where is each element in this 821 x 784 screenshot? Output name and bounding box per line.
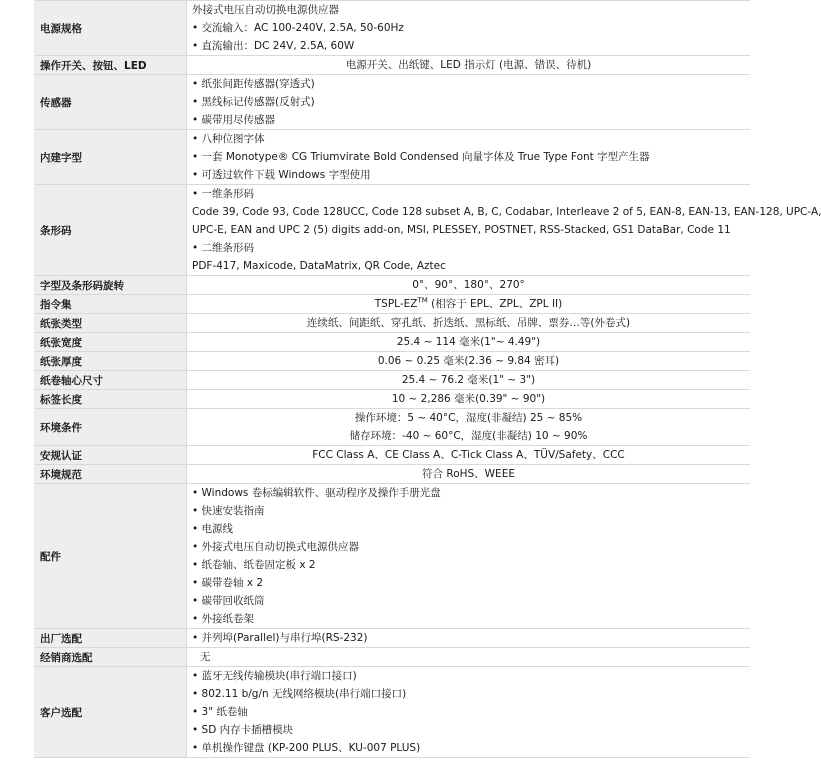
spec-line: FCC Class A、CE Class A、C-Tick Class A、TÜV/Safety、CCC (312, 449, 625, 461)
spec-label: 内建字型 (34, 130, 187, 185)
spec-row-factory-options (34, 629, 750, 648)
spec-line: 连续纸、间距纸、穿孔纸、折迭纸、黑标纸、吊牌、票券…等(外卷式) (306, 317, 631, 329)
spec-line: 电源开关、出纸键、LED 指示灯 (电源、错误、待机) (345, 59, 592, 71)
spec-label: 安规认证 (34, 446, 187, 465)
spec-table (34, 0, 821, 758)
spec-line: • 并列埠(Parallel)与串行埠(RS-232) (192, 629, 750, 647)
spec-value (187, 295, 751, 314)
spec-value (187, 629, 751, 648)
spec-label: 环境规范 (34, 465, 187, 484)
spec-line: 储存环境：-40 ~ 60°C，湿度(非凝结) 10 ~ 90% (349, 430, 588, 442)
spec-line: • 电源线 (192, 520, 750, 538)
spec-line (187, 295, 750, 313)
spec-row-media-width (34, 333, 750, 352)
spec-line: • 碳带回收纸筒 (192, 592, 750, 610)
spec-row-media-type (34, 314, 750, 333)
spec-row-environment (34, 409, 750, 446)
spec-line: • 纸张间距传感器(穿透式) (192, 75, 750, 93)
spec-label: 客户选配 (34, 667, 187, 758)
spec-row-rotation (34, 276, 750, 295)
spec-label: 纸张厚度 (34, 352, 187, 371)
command-set-name: TSPL-EZ (374, 298, 418, 310)
spec-value (187, 333, 751, 352)
spec-row-accessories (34, 484, 750, 629)
spec-row-customer-options (34, 667, 750, 758)
spec-line: 0°、90°、180°、270° (412, 279, 525, 291)
spec-line: 25.4 ~ 76.2 毫米(1" ~ 3") (401, 374, 536, 386)
spec-row-controls (34, 56, 750, 75)
spec-label: 纸张类型 (34, 314, 187, 333)
spec-value (187, 446, 751, 465)
spec-value (187, 648, 751, 667)
spec-value (187, 1, 751, 56)
spec-row-safety (34, 446, 750, 465)
spec-line: • 黑线标记传感器(反射式) (192, 93, 750, 111)
spec-line: • 外接式电压自动切换式电源供应器 (192, 538, 750, 556)
spec-value (187, 465, 751, 484)
spec-line: • 一套 Monotype® CG Triumvirate Bold Condensed 向量字体及 True Type Font 字型产生器 (192, 148, 750, 166)
spec-line: UPC-E, EAN and UPC 2 (5) digits add-on, MSI, PLESSEY, POSTNET, RSS-Stacked, GS1 DataBar, Code 11 (192, 224, 731, 236)
spec-line: 10 ~ 2,286 毫米(0.39" ~ 90") (391, 393, 546, 405)
spec-row-fonts (34, 130, 750, 185)
spec-label: 纸卷轴心尺寸 (34, 371, 187, 390)
spec-line: • 一维条形码 (192, 185, 750, 203)
spec-line: • 交流输入：AC 100-240V, 2.5A, 50-60Hz (192, 19, 750, 37)
spec-value (187, 75, 751, 130)
spec-row-label-length (34, 390, 750, 409)
spec-line: • 可透过软件下载 Windows 字型使用 (192, 166, 750, 184)
spec-value (187, 409, 751, 446)
command-set-compat: (相容于 EPL、ZPL、ZPL II) (427, 298, 563, 310)
spec-line: 外接式电压自动切换电源供应器 (192, 4, 339, 16)
spec-line: • 碳带卷轴 x 2 (192, 574, 750, 592)
spec-label: 标签长度 (34, 390, 187, 409)
spec-value (187, 130, 751, 185)
spec-line: • SD 内存卡插槽模块 (192, 721, 750, 739)
spec-value (187, 371, 751, 390)
spec-label: 环境条件 (34, 409, 187, 446)
spec-line: 操作环境：5 ~ 40°C，湿度(非凝结) 25 ~ 85% (354, 412, 583, 424)
spec-line: • 802.11 b/g/n 无线网络模块(串行端口接口) (192, 685, 750, 703)
spec-line: • 纸卷轴、纸卷固定板 x 2 (192, 556, 750, 574)
spec-line: • 直流输出：DC 24V, 2.5A, 60W (192, 37, 750, 55)
spec-line: 0.06 ~ 0.25 毫米(2.36 ~ 9.84 密耳) (377, 355, 560, 367)
spec-value (187, 56, 751, 75)
spec-line: 无 (200, 651, 211, 663)
spec-label: 字型及条形码旋转 (34, 276, 187, 295)
spec-label: 配件 (34, 484, 187, 629)
spec-line: • 蓝牙无线传输模块(串行端口接口) (192, 667, 750, 685)
spec-line: • 碳带用尽传感器 (192, 111, 750, 129)
trademark-mark: TM (417, 296, 428, 305)
spec-row-command-set (34, 295, 750, 314)
spec-line: • 3" 纸卷轴 (192, 703, 750, 721)
spec-line: • 八种位图字体 (192, 130, 750, 148)
spec-row-compliance (34, 465, 750, 484)
spec-label: 操作开关、按钮、LED (34, 56, 187, 75)
spec-label: 纸张宽度 (34, 333, 187, 352)
spec-value (187, 484, 751, 629)
spec-line: 符合 RoHS、WEEE (422, 468, 515, 480)
spec-line: 25.4 ~ 114 毫米(1"~ 4.49") (396, 336, 541, 348)
spec-row-core-size (34, 371, 750, 390)
spec-value (187, 390, 751, 409)
spec-label: 电源规格 (34, 1, 187, 56)
spec-line: PDF-417, Maxicode, DataMatrix, QR Code, Aztec (192, 260, 446, 272)
spec-line: • 二维条形码 (192, 239, 750, 257)
spec-value (187, 314, 751, 333)
spec-value (187, 667, 751, 758)
spec-value (187, 352, 751, 371)
spec-row-power (34, 1, 750, 56)
spec-row-dealer-options (34, 648, 750, 667)
spec-label: 传感器 (34, 75, 187, 130)
spec-label: 出厂选配 (34, 629, 187, 648)
spec-row-sensors (34, 75, 750, 130)
spec-line: • Windows 卷标编辑软件、驱动程序及操作手册光盘 (192, 484, 750, 502)
spec-line: Code 39, Code 93, Code 128UCC, Code 128 subset A, B, C, Codabar, Interleave 2 of 5, EAN-8, EAN-13, EAN-128, UPC-A, (192, 206, 821, 218)
spec-label: 指令集 (34, 295, 187, 314)
spec-row-media-thickness (34, 352, 750, 371)
spec-line: • 快速安装指南 (192, 502, 750, 520)
spec-value (187, 276, 751, 295)
spec-value (187, 185, 821, 276)
spec-label: 经销商选配 (34, 648, 187, 667)
spec-line: • 外接纸卷架 (192, 610, 750, 628)
spec-row-barcodes (34, 185, 750, 276)
spec-label: 条形码 (34, 185, 187, 276)
spec-line: • 单机操作键盘 (KP-200 PLUS、KU-007 PLUS) (192, 739, 750, 757)
